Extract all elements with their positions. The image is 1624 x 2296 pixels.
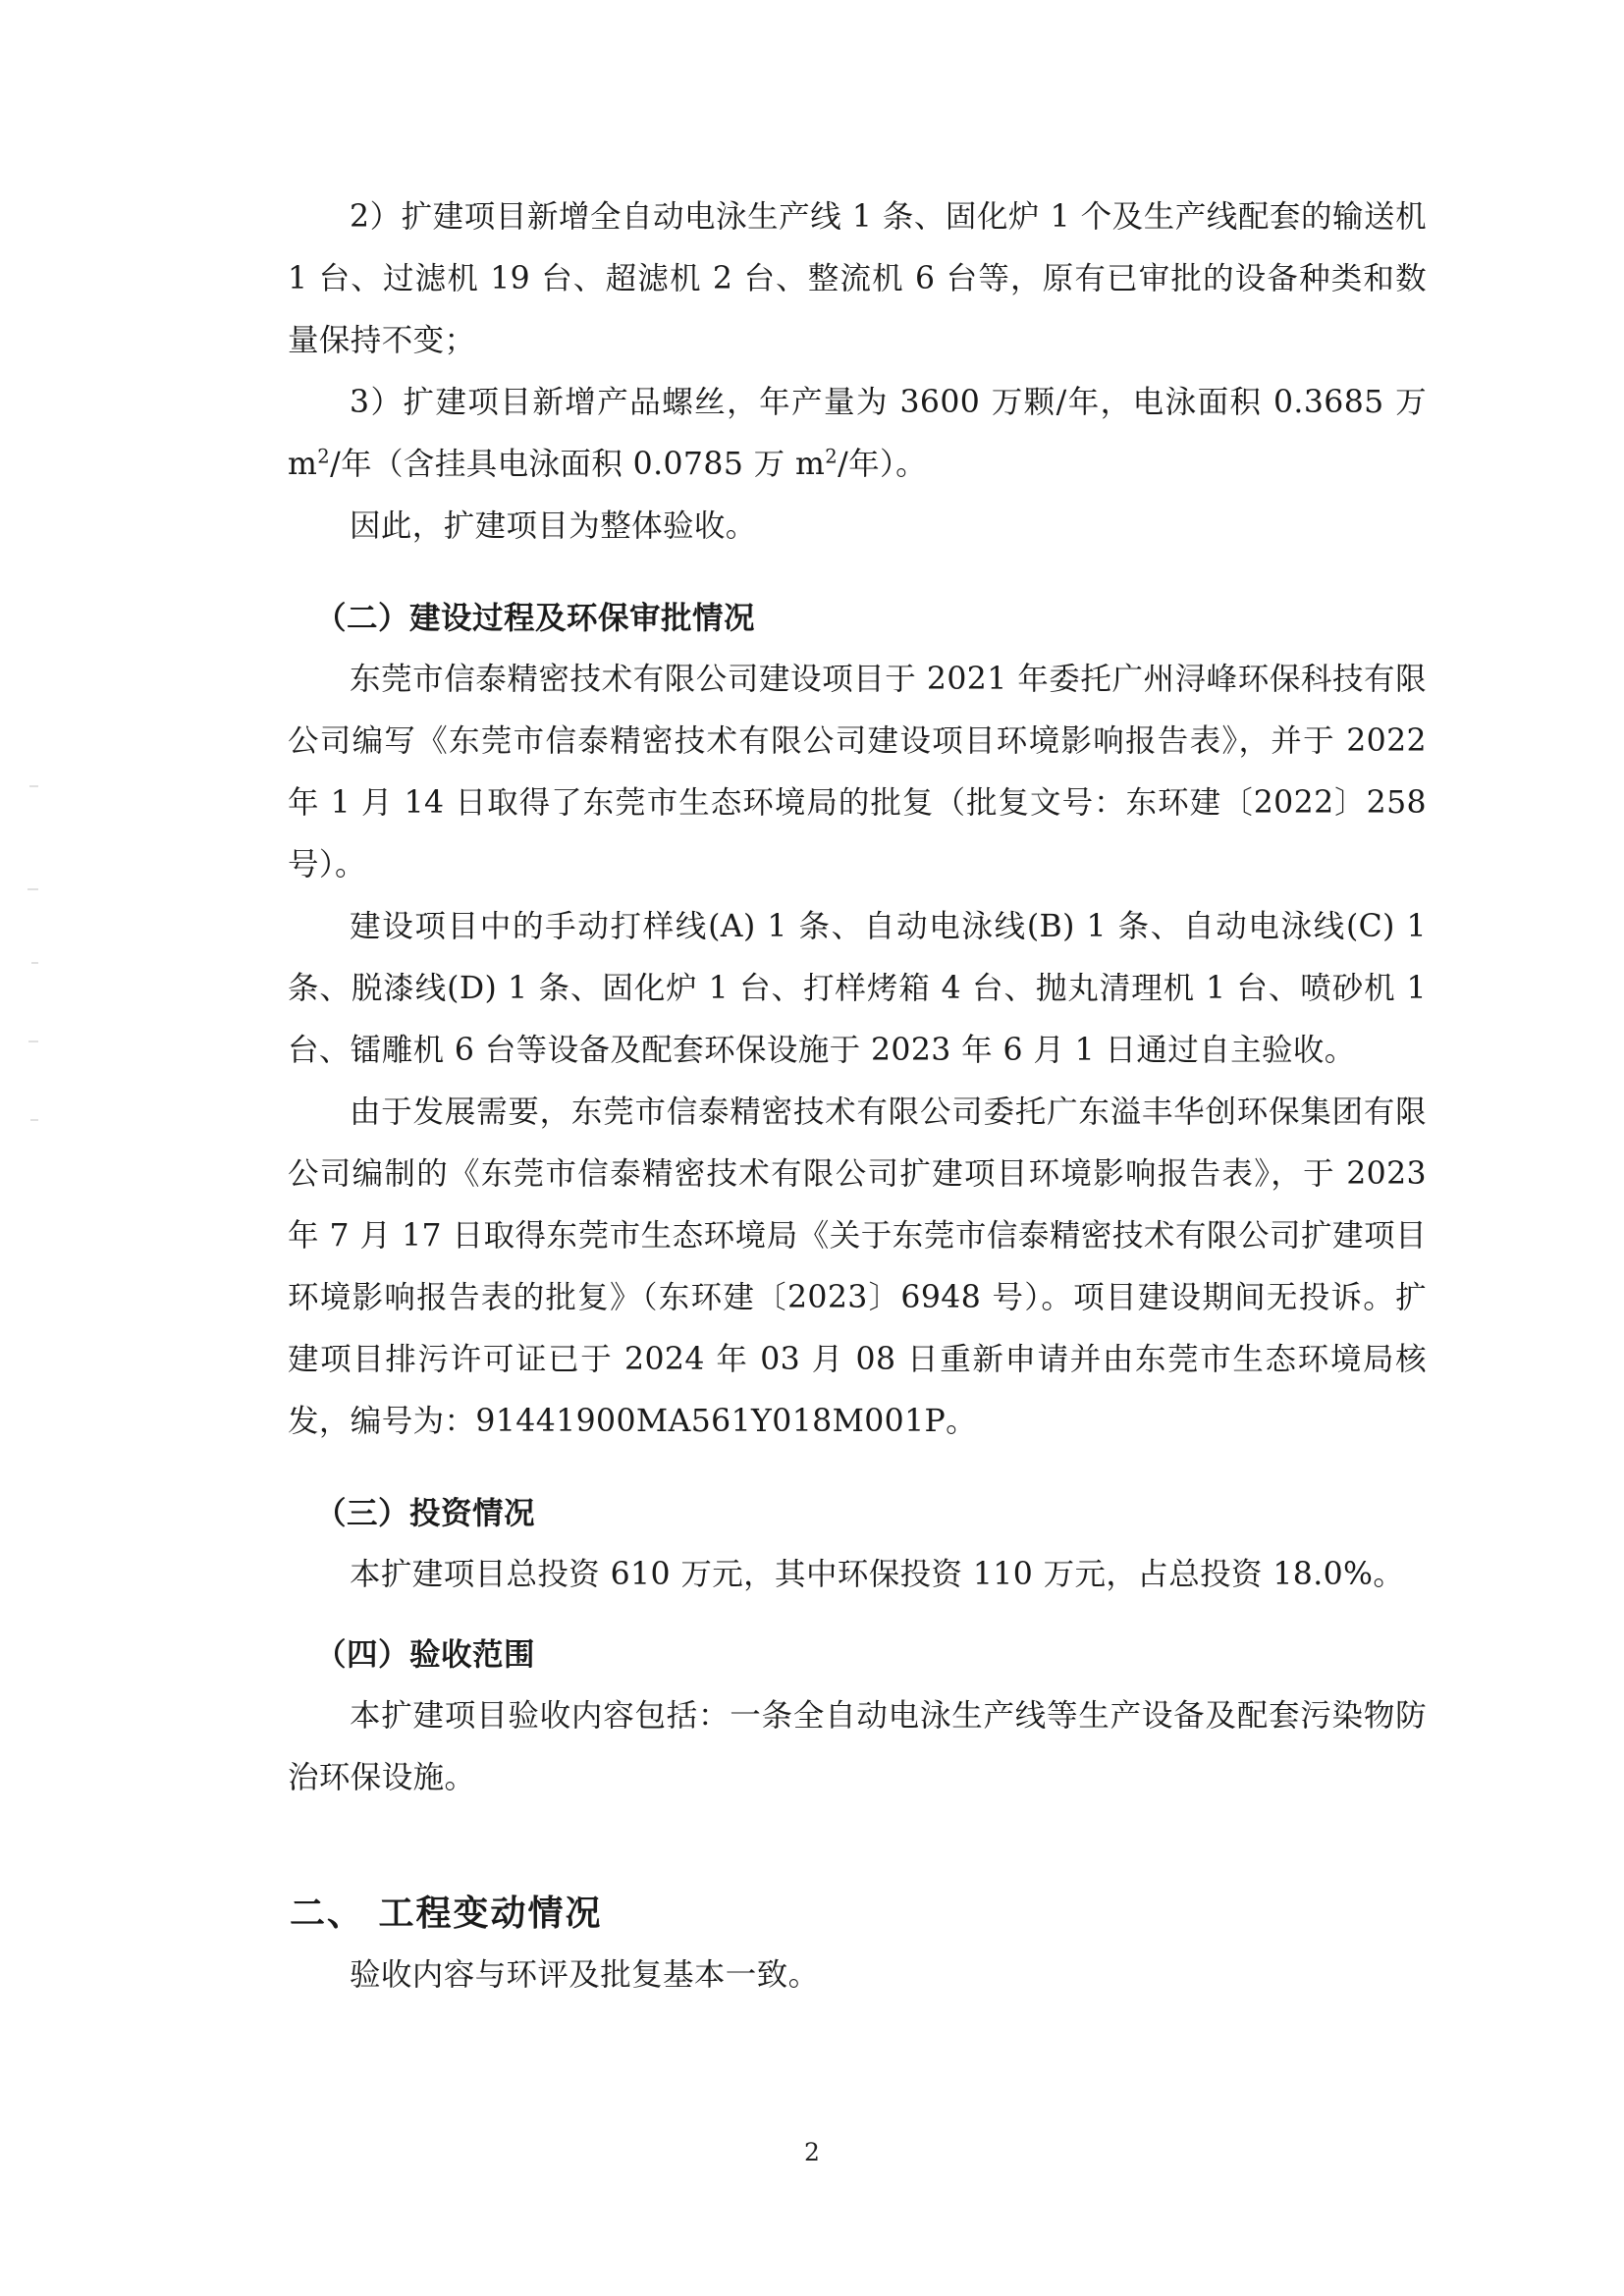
scan-artifact-mark [29, 785, 38, 787]
page-body [288, 187, 1427, 2006]
paragraph-investment-detail: 本扩建项目总投资 610 万元，其中环保投资 110 万元，占总投资 18.0%。 [350, 1557, 1405, 1592]
paragraph-self-acceptance-equipment: 建设项目中的手动打样线(A) 1 条、自动电泳线(B) 1 条、自动电泳线(C) 1 条、脱漆线(D) 1 条、固化炉 1 台、打样烤箱 4 台、抛丸清理机 1 台、喷砂机 1 台、镭雕机 6 台等设备及配套环保设施于 2023 年 6 月 1 日通过自主验收。 [288, 909, 1427, 1068]
paragraph-new-product: 3）扩建项目新增产品螺丝，年产量为 3600 万颗/年，电泳面积 0.3685 万 $m^2/$年（含挂具电泳面积 0.0785 万 $m^2/$年）。 [288, 385, 1427, 482]
scan-artifact-mark [30, 1119, 38, 1121]
paragraph-eia-report-approval: 东莞市信泰精密技术有限公司建设项目于 2021 年委托广州浔峰环保科技有限公司编写《东莞市信泰精密技术有限公司建设项目环境影响报告表》，并于 2022 年 1 月 14 日取得了东莞市生态环境局的批复（批复文号：东环建〔2022〕258 号）。 [288, 662, 1427, 882]
heading-section-engineering-changes: 二、 工程变动情况 [290, 1893, 603, 1934]
spacer [288, 558, 1427, 587]
heading-acceptance-scope: （四）验收范围 [315, 1636, 536, 1673]
paragraph-acceptance-scope-detail: 本扩建项目验收内容包括：一条全自动电泳生产线等生产设备及配套污染物防治环保设施。 [288, 1698, 1427, 1795]
spacer [288, 1606, 1427, 1624]
paragraph-engineering-changes-detail: 验收内容与环评及批复基本一致。 [350, 1957, 820, 1993]
page-number: 2 [804, 2138, 820, 2166]
scan-artifact-mark [27, 888, 38, 890]
spacer [288, 1809, 1427, 1882]
spacer [288, 1453, 1427, 1482]
paragraph-overall-acceptance: 因此，扩建项目为整体验收。 [350, 508, 757, 544]
scan-artifact-mark [31, 962, 38, 964]
paragraph-expansion-permit: 由于发展需要，东莞市信泰精密技术有限公司委托广东溢丰华创环保集团有限公司编制的《东莞市信泰精密技术有限公司扩建项目环境影响报告表》，于 2023 年 7 月 17 日取得东莞市生态环境局《关于东莞市信泰精密技术有限公司扩建项目环境影响报告表的批复》（东环建〔2023〕6948 号）。项目建设期间无投诉。扩建项目排污许可证已于 2024 年 03 月 08 日重新申请并由东莞市生态环境局核发，编号为：91441900MA561Y018M001P。 [288, 1095, 1427, 1439]
heading-construction-approval: （二）建设过程及环保审批情况 [315, 600, 756, 636]
paragraph-new-equipment: 2）扩建项目新增全自动电泳生产线 1 条、固化炉 1 个及生产线配套的输送机 1 台、过滤机 19 台、超滤机 2 台、整流机 6 台等，原有已审批的设备种类和数量保持不变； [288, 199, 1427, 358]
heading-investment: （三）投资情况 [315, 1495, 536, 1531]
scan-artifact-mark [28, 1041, 38, 1042]
